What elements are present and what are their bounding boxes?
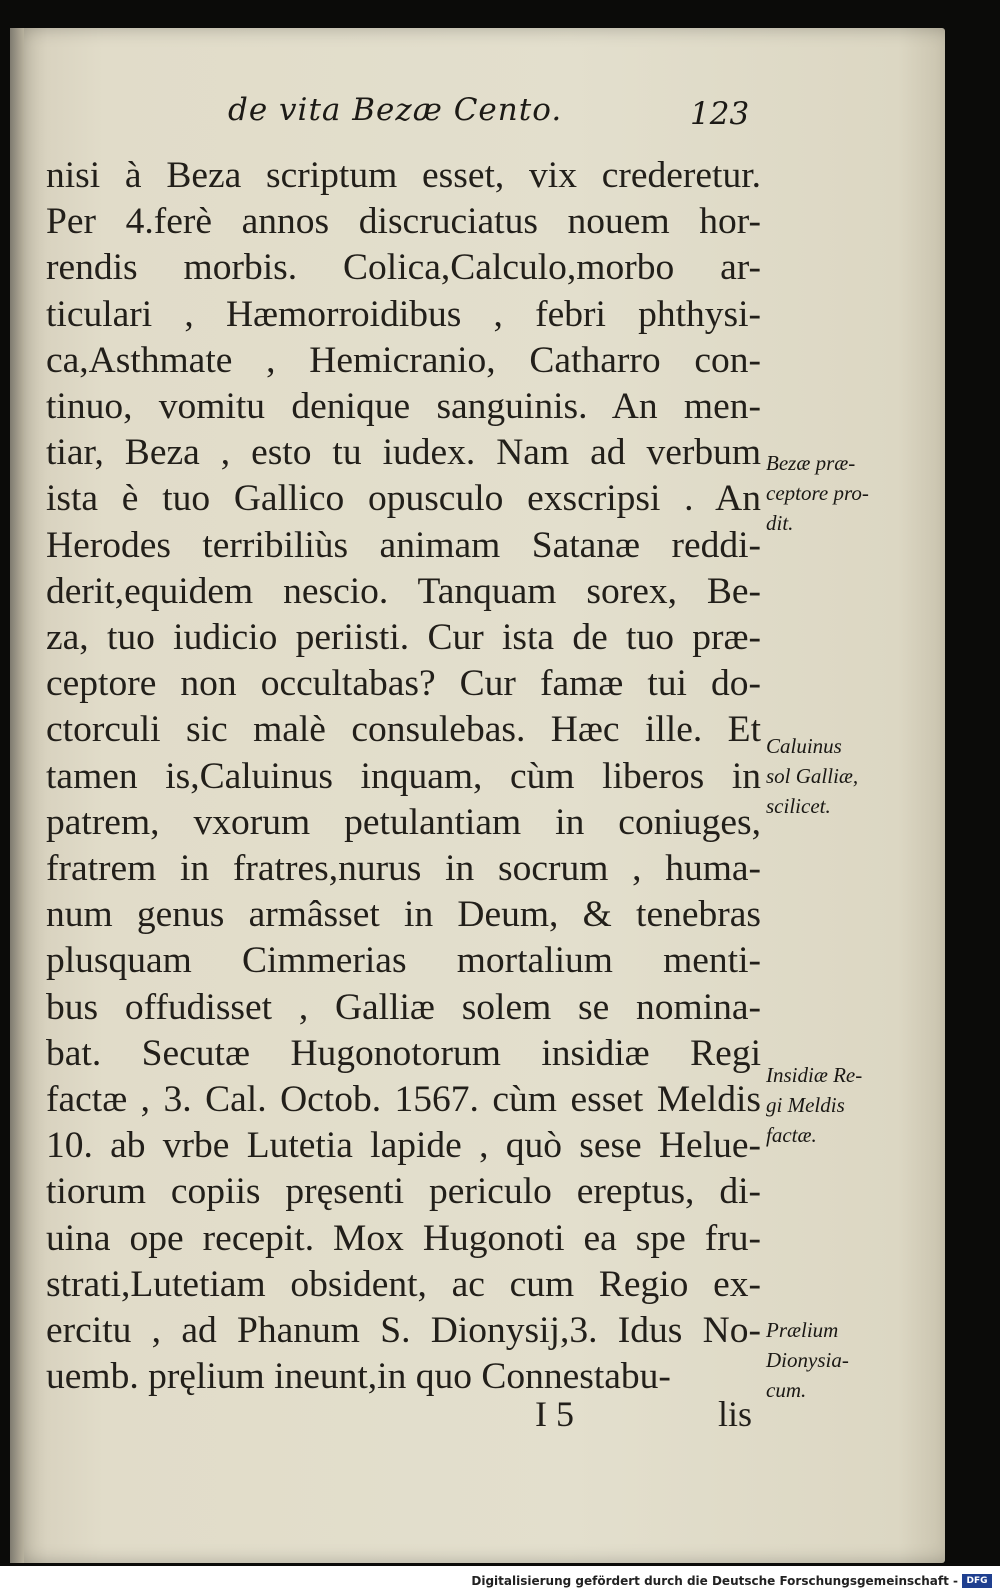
text-line: ca,Asthmate , Hemicranio, Catharro con- — [46, 339, 761, 381]
text-line: uina ope recepit. Mox Hugonoti ea spe fru- — [46, 1217, 761, 1259]
text-line: ceptore non occultabas? Cur famæ tui do- — [46, 663, 761, 705]
text-line: 10. ab vrbe Lutetia lapide , quò sese Helue- — [46, 1125, 761, 1167]
text-line: ticulari , Hæmorroidibus , febri phthysi- — [46, 293, 761, 335]
text-line: tinuo, vomitu denique sanguinis. An men- — [46, 386, 761, 428]
marginal-note: Prælium Dionysia- cum. — [766, 1318, 849, 1402]
funding-credit: Digitalisierung gefördert durch die Deutsche Forschungsgemeinschaft - — [471, 1574, 958, 1588]
marginal-note: Insidiæ Re- gi Meldis factæ. — [766, 1063, 863, 1147]
text-line: derit,equidem nescio. Tanquam sorex, Be- — [46, 570, 761, 612]
running-title: de vita Bezæ Cento. — [228, 92, 563, 128]
text-line: fratrem in fratres,nurus in socrum , huma- — [46, 848, 761, 890]
footer-bar — [0, 1566, 1000, 1594]
text-line: bat. Secutæ Hugonotorum insidiæ Regi — [46, 1032, 761, 1074]
text-line: factæ , 3. Cal. Octob. 1567. cùm esset Meldis — [46, 1079, 761, 1121]
marginal-note: Caluinus sol Galliæ, scilicet. — [766, 734, 859, 818]
text-line: ercitu , ad Phanum S. Dionysij,3. Idus No- — [46, 1310, 761, 1352]
text-line: nisi à Beza scriptum esset, vix crederetur. — [46, 155, 761, 196]
text-line: patrem, vxorum petulantiam in coniuges, — [46, 801, 761, 843]
text-line: num genus armâsset in Deum, & tenebras — [46, 894, 761, 936]
marginal-note: Bezæ præ- ceptore pro- dit. — [766, 451, 869, 535]
text-line: plusquam Cimmerias mortalium menti- — [46, 940, 761, 982]
body-text — [46, 153, 761, 1400]
text-line: za, tuo iudicio periisti. Cur ista de tuo præ- — [46, 617, 761, 659]
text-line: tiar, Beza , esto tu iudex. Nam ad verbum — [46, 432, 761, 474]
text-line: ista è tuo Gallico opusculo exscripsi . An — [46, 478, 761, 520]
text-line: ctorculi sic malè consulebas. Hæc ille. Et — [46, 709, 761, 751]
signature-mark: I 5 — [535, 1394, 574, 1434]
dfg-logo: DFG — [962, 1574, 992, 1588]
page-gutter — [10, 28, 24, 1563]
text-line: Herodes terribiliùs animam Satanæ reddi- — [46, 524, 761, 566]
text-line: uemb. pręlium ineunt,in quo Connestabu- — [46, 1356, 671, 1398]
text-line: rendis morbis. Colica,Calculo,morbo ar- — [46, 247, 761, 289]
catchword: lis — [718, 1394, 753, 1434]
text-line: tamen is,Caluinus inquam, cùm liberos in — [46, 755, 761, 797]
text-line: tiorum copiis pręsenti periculo ereptus, di- — [46, 1171, 761, 1213]
text-line: bus offudisset , Galliæ solem se nomina- — [46, 986, 761, 1028]
text-line: Per 4.ferè annos discruciatus nouem hor- — [46, 201, 761, 243]
text-line: strati,Lutetiam obsident, ac cum Regio ex- — [46, 1263, 761, 1305]
page-number: 123 — [690, 96, 750, 132]
